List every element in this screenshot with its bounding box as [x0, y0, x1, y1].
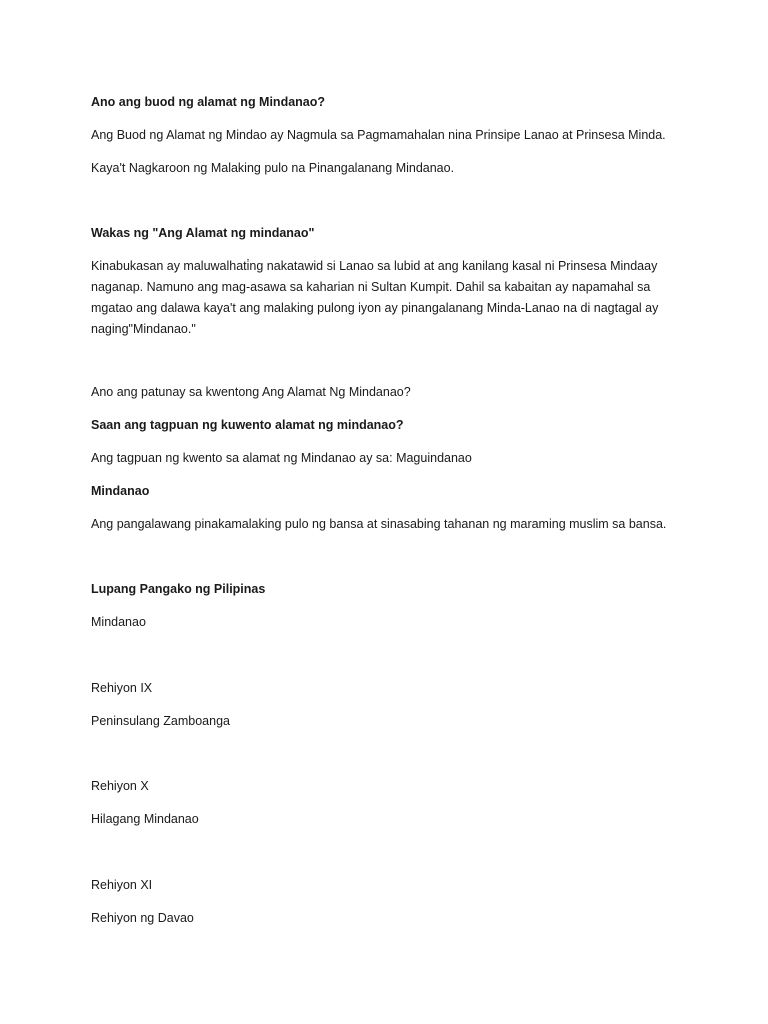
- region-name-ix: Peninsulang Zamboanga: [91, 714, 230, 728]
- wakas-paragraph-line-1: Kinabukasan ay maluwalhati̇ng nakatawid si Lanao sa lubid at ang kanilang kasal ni Prinsesa Mindaay: [91, 259, 658, 273]
- region-name-x: Hilagang Mindanao: [91, 812, 199, 826]
- region-code-x: Rehiyon X: [91, 779, 149, 793]
- lupang-pangako-heading: Lupang Pangako ng Pilipinas: [91, 582, 266, 596]
- region-name-xi: Rehiyon ng Davao: [91, 911, 194, 925]
- tagpuan-heading: Saan ang tagpuan ng kuwento alamat ng mindanao?: [91, 418, 404, 432]
- mindanao-description: Ang pangalawang pinakamalaking pulo ng bansa at sinasabing tahanan ng maraming muslim sa bansa.: [91, 517, 667, 531]
- mindanao-heading: Mindanao: [91, 484, 150, 498]
- question-heading-buod: Ano ang buod ng alamat ng Mindanao?: [91, 95, 326, 109]
- lupang-pangako-value: Mindanao: [91, 615, 146, 629]
- region-code-xi: Rehiyon XI: [91, 878, 153, 892]
- region-code-ix: Rehiyon IX: [91, 681, 153, 695]
- wakas-paragraph-line-4: naging"Mindanao.": [91, 322, 196, 336]
- wakas-heading: Wakas ng "Ang Alamat ng mindanao": [91, 226, 315, 240]
- tagpuan-answer: Ang tagpuan ng kwento sa alamat ng Mindanao ay sa: Maguindanao: [91, 451, 472, 465]
- patunay-question: Ano ang patunay sa kwentong Ang Alamat Ng Mindanao?: [91, 385, 411, 399]
- answer-buod-line-2: Kaya't Nagkaroon ng Malaking pulo na Pinangalanang Mindanao.: [91, 161, 455, 175]
- wakas-paragraph-line-3: mgatao ang dalawa kaya't ang malaking pulong iyon ay pinangalanang Minda-Lanao na di nagtagal ay: [91, 301, 659, 315]
- wakas-paragraph-line-2: naganap. Namuno ang mag-asawa sa kaharian ni Sultan Kumpit. Dahil sa kabaitan ay napamahal sa: [91, 280, 651, 294]
- answer-buod-line-1: Ang Buod ng Alamat ng Mindao ay Nagmula sa Pagmamahalan nina Prinsipe Lanao at Prinsesa Minda.: [91, 128, 666, 142]
